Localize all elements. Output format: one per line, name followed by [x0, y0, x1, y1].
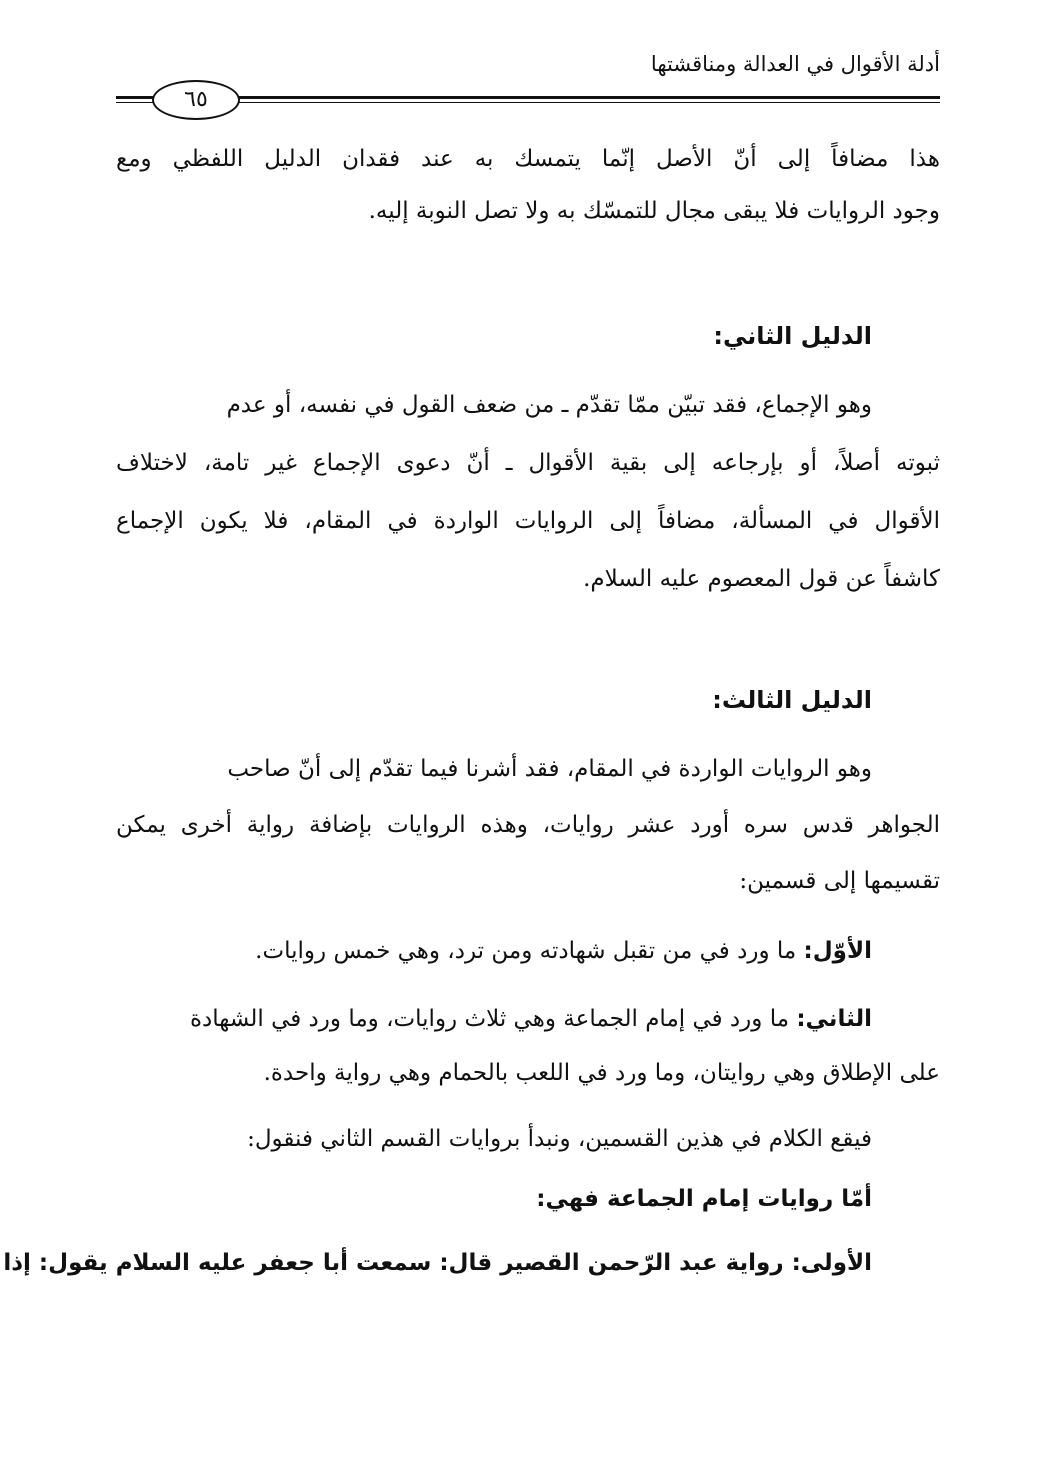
paragraph-1-line-2: وجود الروايات فلا يبقى مجال للتمسّك به ولا تصل النوبة إليه.	[368, 198, 940, 224]
paragraph-4: فيقع الكلام في هذين القسمين، ونبدأ بروايات القسم الثاني فنقول:	[247, 1126, 872, 1152]
section-heading-second-evidence: الدليل الثاني:	[713, 322, 872, 350]
paragraph-2-line-1: وهو الإجماع، فقد تبيّن ممّا تقدّم ـ من ضعف القول في نفسه، أو عدم	[226, 392, 872, 418]
list-item-second-line-1	[190, 1006, 872, 1032]
paragraph-3-line-1: وهو الروايات الواردة في المقام، فقد أشرنا فيما تقدّم إلى أنّ صاحب	[227, 756, 872, 782]
list-item-first	[255, 938, 872, 964]
paragraph-3-line-2: الجواهر قدس سره أورد عشر روايات، وهذه الروايات بإضافة رواية أخرى يمكن	[116, 812, 940, 838]
paragraph-5-first-narration: الأولى: رواية عبد الرّحمن القصير قال: سمعت أبا جعفر عليه السلام يقول: إذا	[3, 1250, 872, 1276]
running-title: أدلة الأقوال في العدالة ومناقشتها	[650, 52, 940, 76]
list-item-first-text: ما ورد في من تقبل شهادته ومن ترد، وهي خمس روايات.	[255, 938, 797, 964]
header-rule	[116, 78, 940, 120]
section-heading-third-evidence: الدليل الثالث:	[712, 686, 872, 714]
list-item-second-label: الثاني:	[796, 1006, 872, 1032]
list-item-second-line-2: على الإطلاق وهي روايتان، وما ورد في اللعب بالحمام وهي رواية واحدة.	[263, 1060, 940, 1086]
paragraph-2-line-4: كاشفاً عن قول المعصوم عليه السلام.	[583, 566, 940, 592]
paragraph-1-line-1: هذا مضافاً إلى أنّ الأصل إنّما يتمسك به عند فقدان الدليل اللفظي ومع	[116, 146, 940, 172]
page-number: ٦٥	[152, 80, 240, 120]
subheading-imam-narrations: أمّا روايات إمام الجماعة فهي:	[536, 1186, 872, 1212]
list-item-first-label: الأوّل:	[803, 938, 872, 964]
paragraph-2-line-2: ثبوته أصلاً، أو بإرجاعه إلى بقية الأقوال ـ أنّ دعوى الإجماع غير تامة، لاختلاف	[116, 450, 940, 476]
list-item-second-text: ما ورد في إمام الجماعة وهي ثلاث روايات، وما ورد في الشهادة	[189, 1006, 790, 1032]
paragraph-2-line-3: الأقوال في المسألة، مضافاً إلى الروايات الواردة في المقام، فلا يكون الإجماع	[116, 508, 940, 534]
paragraph-3-line-3: تقسيمها إلى قسمين:	[739, 868, 940, 894]
